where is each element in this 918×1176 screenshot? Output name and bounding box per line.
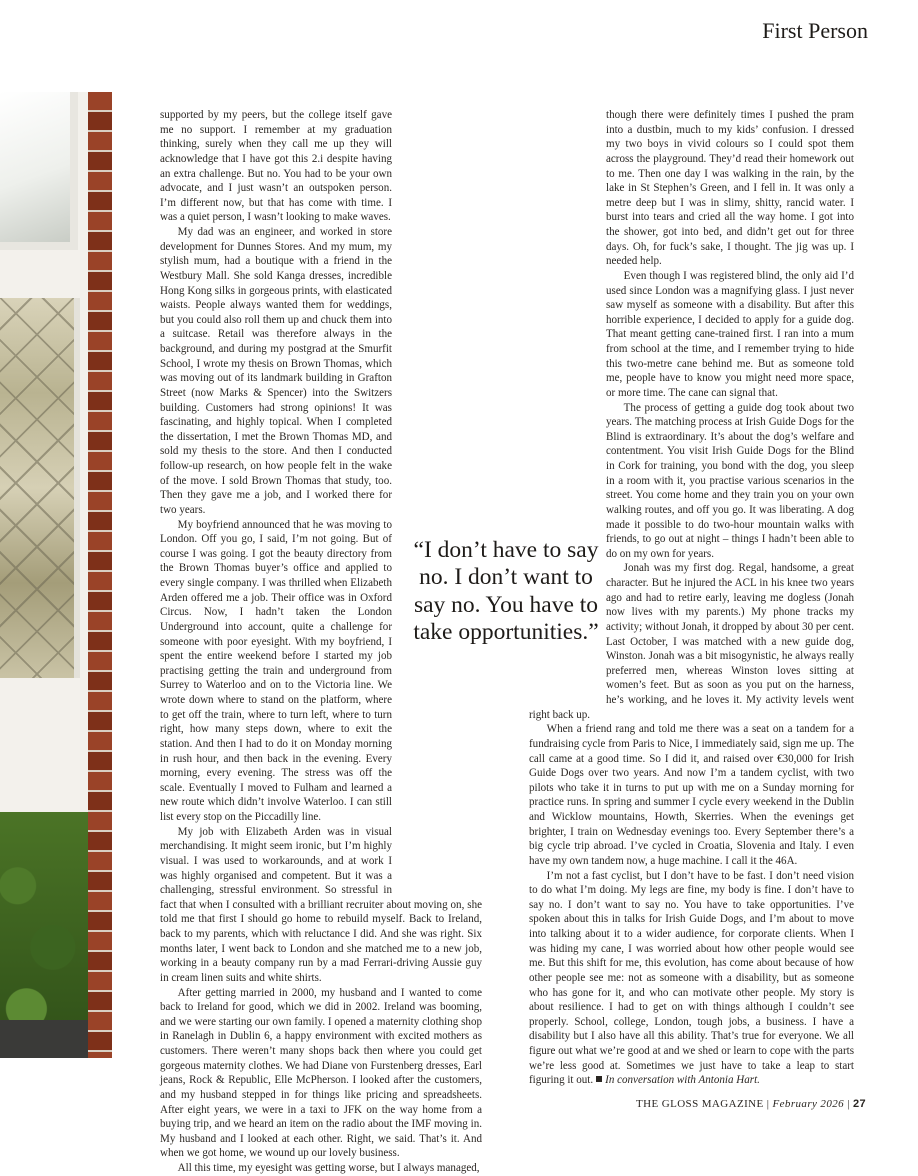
pull-quote: “I don’t have to say no. I don’t want to say no. You have to take opportunities.” xyxy=(413,537,599,646)
magazine-name: THE GLOSS MAGAZINE xyxy=(636,1098,764,1110)
page-number: 27 xyxy=(852,1098,866,1110)
paragraph: My dad was an engineer, and worked in store development for Dunnes Stores. And my mum, my stylish mum, had a boutique with a friend in the Westbury Mall. She sold Kanga dresses, incredible Hong Kong silks in gorgeous prints, with elasticated waists. People always wanted them for weddings, but you could also roll them up and chuck them into a suitcase. Retail was therefore always in the background, and during my postgrad at the Smurfit School, I wrote my thesis on Brown Thomas, which was moving out of its landmark building in Grafton Street (now Marks & Spencer) into the Switzers building. Customers had strong opinions! It was fascinating, and highly topical. When I completed the dissertation, I met the Brown Thomas MD, and sold my thesis to the store. And then I conducted follow-up research, on how people felt in the wake of the move. I sold Brown Thomas that study, too. Then they gave me a job, and I worked there for two years. xyxy=(160,226,392,516)
page-footer xyxy=(636,1098,866,1110)
paragraph: supported by my peers, but the college itself gave me no support. I remember at my graduation thinking, surely when they call me up they will acknowledge that I have got this 2.i despite having an extra challenge. But no. You had to be your own advocate, and I just wasn’t an outspoken person. I’m different now, but that has come with time. I was a quiet person, I wasn’t looking to make waves. xyxy=(160,109,392,224)
plant-pot xyxy=(0,1020,88,1058)
paragraph-text: I’m not a fast cyclist, but I don’t have to be fast. I don’t need vision to do what I’m doing. My legs are fine, my body is fine. I don’t have to say no. I don’t want to say no. You have to take opportunities. I’ve spoken about this in talks for Irish Guide Dogs, and I’m about to move into talking about it to a wider audience, for corporate clients. When I was hiding my cane, I was worried about how other people would see me. But this shift for me, this evolution, has come about because of how other people see me: not as someone with a disability, but as someone who has gone for it, and who can motivate other people. My story is about resilience. I had to get on with things although I couldn’t see properly. School, college, London, tough jobs, a business. I have a disability but I also have all this ability. That’s true for everyone. We all figure out what we’re good at and we shed or learn to cope with the parts we’re less good at. Sometimes we just have to take a leap to start figuring it out. xyxy=(529,869,854,1087)
paragraph: All this time, my eyesight was getting worse, but I always managed, xyxy=(177,1162,480,1174)
window-pane xyxy=(0,92,78,250)
paragraph: My job with Elizabeth Arden was in visual merchandising. It might seem ironic, but I’m highly visual. I was used to workarounds, and at work I was highly organised and competent. But it was a challenging, stressful environment. So stressful in fact that when I consulted with a brilliant recruiter about moving on, she told me that first I should go home to rebuild myself. Back to Ireland, back to my parents, which with reluctance I did. And she was right. Six months later, I went back to London and she matched me to a new job, working in a beauty company run by a mad Ferrari-driving Aussie guy in cream linen suits and white shirts. xyxy=(160,825,482,984)
leaded-glass-pattern xyxy=(0,298,74,678)
paragraph: When a friend rang and told me there was a seat on a tandem for a fundraising cycle from Paris to Nice, I immediately said, sign me up. The call came at a good time. So I did it, and raised over €30,000 for Irish Guide Dogs over two years. And now I’m a tandem cyclist, with two pilots who take it in turns to put up with me on a Sunday morning for practice runs. In spring and summer I cycle every weekend in the Dublin and Wicklow mountains, Howth, Skerries. When the evenings get brighter, I train on Wednesday evenings too. Every September there’s a big cycle trip abroad. I’ve cycled in Croatia, Slovenia and Italy. I even have my own tandem now, a huge machine. I call it the 46A. xyxy=(529,723,854,867)
section-title: First Person xyxy=(762,18,868,43)
author-credit: In conversation with Antonia Hart. xyxy=(605,1074,760,1087)
footer-separator: | xyxy=(766,1098,770,1110)
paragraph: My boyfriend announced that he was moving to London. Off you go, I said, I’m not going. But of course I was going. I got the beauty directory from the Brown Thomas buyer’s office and applied to every single company. I was thrilled when Elizabeth Arden offered me a job. Their office was in Oxford Circus. Now, I hadn’t taken the London Underground into account, quite a challenge for someone with poor eyesight. With my boyfriend, I spent the entire weekend before I started my job practising getting the train and underground from Surrey to Waterloo and on to the Victoria line. We wrote down where to stand on the platform, where to get off the train, where to turn left, where to turn right, how many steps down, where to exit the station. And then I had to do it on Monday morning in rush hour, and then back in the evening. Every morning, every evening. The stress was off the scale. Eventually I moved to Fulham and learned a new route which didn’t involve Waterloo. I can still list every stop on the Piccadilly line. xyxy=(160,518,392,823)
paragraph: Even though I was registered blind, the only aid I’d used since London was a magnifying glass. I just never saw myself as someone with a disability. But after this horrible experience, I decided to apply for a guide dog. That meant getting cane-trained first. I ran into a mum from school at the time, and I remember trying to hide this two-metre cane behind me. But as someone told me, people have to know you might need more space, or more time. The cane can signal that. xyxy=(606,269,854,399)
final-paragraph xyxy=(529,869,854,1088)
paragraph: Jonah was my first dog. Regal, handsome, a great character. But he injured the ACL in his knee two years ago and had to retire early, leaving me dogless (Jonah now lives with my parents.) My phone tracks my activity; without Jonah, it dropped by about 30 per cent. Last October, I was matched with a new guide dog, Winston. Jonah was a bit misogynistic, he always really preferred men, whereas Winston loves sitting at women’s feet. But as soon as you put on the harness, he’s working, and he loves it. My activity levels went right back up. xyxy=(529,562,854,721)
footer-separator: | xyxy=(847,1098,850,1110)
issue-date: February 2026 xyxy=(772,1098,845,1110)
end-mark-icon xyxy=(596,1076,602,1082)
brick-wall xyxy=(88,92,112,1058)
paragraph: though there were definitely times I pushed the pram into a dustbin, much to my kids’ confusion. I dressed my two boys in vivid colours so I could spot them across the playground. They’d read their homework out to me. Then one day I was walking in the rain, by the lake in St Stephen’s Green, and I fell in. It was only a metre deep but I was in slimy, shitty, rancid water. I burst into tears and cried all the way home. I got into the shower, got into bed, and didn’t get out for three days. Oh, for fuck’s sake, I thought. The jig was up. I needed help. xyxy=(606,109,854,268)
paragraph: After getting married in 2000, my husband and I wanted to come back to Ireland for good, which we did in 2002. Ireland was booming, and we were starting our own family. I opened a maternity clothing shop in Ranelagh in Dublin 6, a happy environment with excited mothers as customers. There weren’t many shops back then where you could get gorgeous maternity clothes. We had Diane von Furstenberg dresses, Earl jeans, Rock & Republic, Elle McPherson. I looked after the customers, and my husband stepped in for things like pricing and spreadsheets. After eight years, we were in a taxi to JFK on the way home from a buying trip, and we heard an item on the radio about the IMF moving in. My husband and I looked at each other. Right, we said. That’s it. And when we got home, we wound up our lovely business. xyxy=(160,986,482,1160)
door-photo xyxy=(0,92,112,1058)
paragraph: The process of getting a guide dog took about two years. The matching process at Irish Guide Dogs for the Blind is extraordinary. It’s about the dog’s welfare and contentment. You visit Irish Guide Dogs for the Blind in Cork for training, you bond with the dog, you sleep in a room with it, you practise various scenarios in the street. You come home and they train you on your own walking routes, and off you go. It was liberating. A dog made it possible to do two-hour mountain walks with friends, to go out at night – things I hadn’t been able to do on my own for years. xyxy=(606,401,854,560)
